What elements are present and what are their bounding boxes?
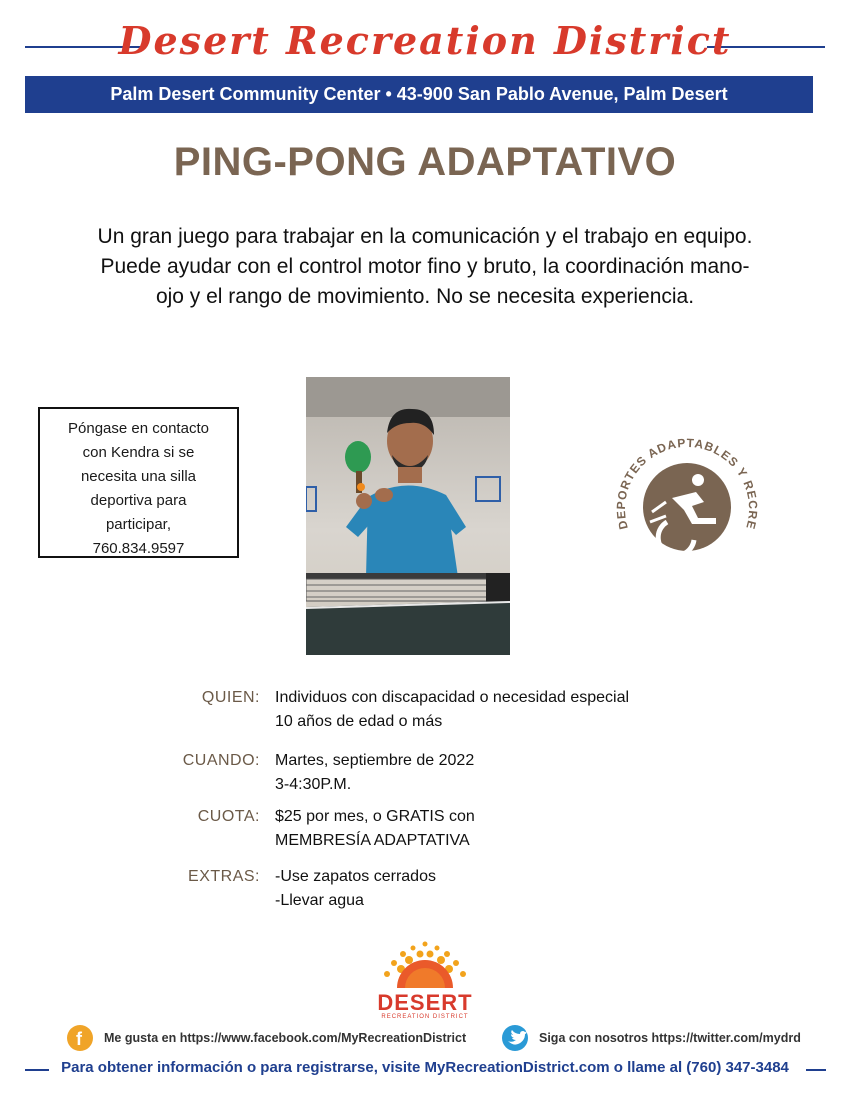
logo-wordmark: DESERT: [377, 990, 473, 1015]
detail-value: [275, 686, 735, 734]
contact-line: Póngase en contacto: [68, 420, 209, 437]
facebook-icon: [67, 1025, 93, 1051]
contact-line: necesita una silla: [80, 468, 197, 485]
facebook-text: Me gusta en https://www.facebook.com/MyRecreationDistrict: [104, 1031, 467, 1045]
contact-line: participar,: [105, 516, 172, 533]
detail-line: Martes, septiembre de 2022: [275, 752, 475, 769]
detail-label: EXTRAS:: [188, 868, 260, 885]
detail-label: CUANDO:: [182, 752, 260, 769]
emblem-ring-text: DEPORTES ADAPTABLES Y RECRE: [613, 435, 761, 532]
detail-value: [275, 805, 735, 853]
page-title: PING-PONG ADAPTATIVO: [173, 140, 677, 184]
detail-line: 3-4:30P.M.: [275, 776, 352, 793]
player-photo: [306, 377, 510, 655]
detail-label: QUIEN:: [201, 689, 260, 706]
detail-line: MEMBRESÍA ADAPTATIVA: [275, 832, 470, 849]
detail-line: 10 años de edad o más: [275, 713, 443, 730]
twitter-text: Siga con nosotros https://twitter.com/mydrd: [539, 1031, 801, 1045]
svg-text:f: f: [76, 1029, 82, 1049]
location-banner: Palm Desert Community Center • 43-900 San Pablo Avenue, Palm Desert: [25, 76, 813, 113]
detail-line: -Llevar agua: [275, 892, 364, 909]
detail-line: Individuos con discapacidad o necesidad especial: [275, 689, 630, 706]
facebook-link[interactable]: [67, 1025, 487, 1051]
contact-box: [38, 407, 239, 558]
footer-info: Para obtener información o para registrarse, visite MyRecreationDistrict.com o llame al (760) 347-3484: [61, 1059, 789, 1076]
twitter-icon: [502, 1025, 528, 1051]
detail-value: [275, 749, 735, 797]
contact-line: deportiva para: [90, 492, 187, 509]
detail-line: -Use zapatos cerrados: [275, 868, 436, 885]
detail-value: [275, 865, 735, 913]
twitter-link[interactable]: [502, 1025, 822, 1051]
contact-phone: 760.834.9597: [92, 540, 185, 557]
adaptive-sports-emblem: [612, 432, 762, 582]
intro-paragraph: Un gran juego para trabajar en la comunicación y el trabajo en equipo. Puede ayudar con el control motor fino y bruto, la coordinación mano-ojo y el rango de movimiento. No se necesita experiencia.: [97, 225, 753, 308]
detail-label: CUOTA:: [197, 808, 260, 825]
logo-subtitle: RECREATION DISTRICT: [381, 1014, 469, 1020]
org-name: Desert Recreation District: [118, 18, 732, 63]
detail-line: $25 por mes, o GRATIS con: [275, 808, 475, 825]
contact-line: con Kendra si se: [82, 444, 195, 461]
